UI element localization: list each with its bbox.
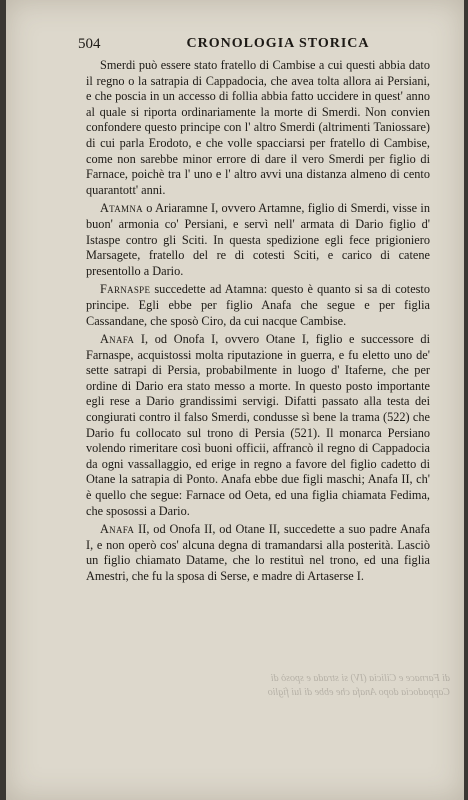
body-text bbox=[86, 58, 430, 588]
entry-name: Anafa bbox=[100, 332, 135, 347]
entry-name: Farnaspe bbox=[100, 282, 151, 297]
paragraph-text: II, od Onofa II, od Otane II, succedette a suo padre Anafa I, e non operò cos' alcuna degna di tramandarsi alla posterità. Lasciò un figlio chiamato Datame, che lo restituì nel trono, ed una figlia Amestri, che fu la sposa di Serse, e madre di Artaserse I. bbox=[86, 522, 430, 583]
page-number: 504 bbox=[78, 36, 101, 52]
paragraph-atamna bbox=[86, 201, 430, 279]
book-page bbox=[6, 0, 464, 800]
paragraph-text: o Ariaramne I, ovvero Artamne, figlio di Smerdi, visse in buon' armonia co' Persiani, e servì nell' armata di Dario figlio d' Istaspe contro gli Sciti. In questa spedizione egli fece prigioniero Marsagete, fratello del re di cotesti Sciti, e carico di catene presentollo a Dario. bbox=[86, 201, 430, 278]
running-title: CRONOLOGIA STORICA bbox=[186, 36, 370, 51]
page-header bbox=[78, 36, 438, 56]
paragraph-anafa-1 bbox=[86, 332, 430, 519]
paragraph-text: Smerdi può essere stato fratello di Cambise a cui questi abbia dato il regno o la satrapia di Cappadocia, che avea tolta allora ai Persiani, e che poscia in un accesso di follia abbia fatto uccidere in quest' anno al quale si riporta ordinariamente la morte di Smerdi. Non convien confondere questo principe con l' altro Smerdi (altrimenti Taniossare) di cui parla Erodoto, e che volle spacciarsi per fratello di Cambise, come non sarebbe minor errore di dare il vero Smerdi per figlio di Farnace, poichè tra l' uno e l' altro avvi una distanza almeno di cento quarantott' anni. bbox=[86, 58, 430, 197]
paragraph-text: succedette ad Atamna: questo è quanto si sa di cotesto principe. Egli ebbe per figlio Anafa che segue e per figlia Cassandane, che sposò Ciro, da cui nacque Cambise. bbox=[86, 282, 430, 328]
paragraph-anafa-2 bbox=[86, 522, 430, 584]
bleed-through-text: di Farnace e Cilicia (IV) si strada e sposò di Cappadocia dopo Anafa che ebbe di lui figlio bbox=[267, 673, 450, 698]
paragraph-text: I, od Onofa I, ovvero Otane I, figlio e successore di Farnaspe, acquistossi molta riputazione in guerra, e fu eletto uno de' sette satrapi di Persia, probabilmente in luogo d' Itaferne, che per ordine di Dario era stato messo a morte. In questo posto importante egli rese a Dario grandissimi servigi. Difatti passato alla testa dei congiurati contro il falso Smerdi, condusse sì bene la trama (522) che Dario fu collocato sul trono di Persia (521). Il monarca Persiano volendo rimeritare così buoni officii, affrancò il regno di Cappadocia da ogni vassallaggio, ed erige in regno a favore del figlio cadetto di Otane la satrapia di Ponto. Anafa ebbe due figli maschi; Anafa II, ch' è quello che segue: Farnace od Oeta, ed una figlia chiamata Fedima, che sposossi a Dario. bbox=[86, 332, 430, 518]
paragraph-farnaspe bbox=[86, 282, 430, 329]
entry-name: Anafa bbox=[100, 522, 135, 537]
entry-name: Atamna bbox=[100, 201, 143, 216]
paragraph-smerdi bbox=[86, 58, 430, 198]
